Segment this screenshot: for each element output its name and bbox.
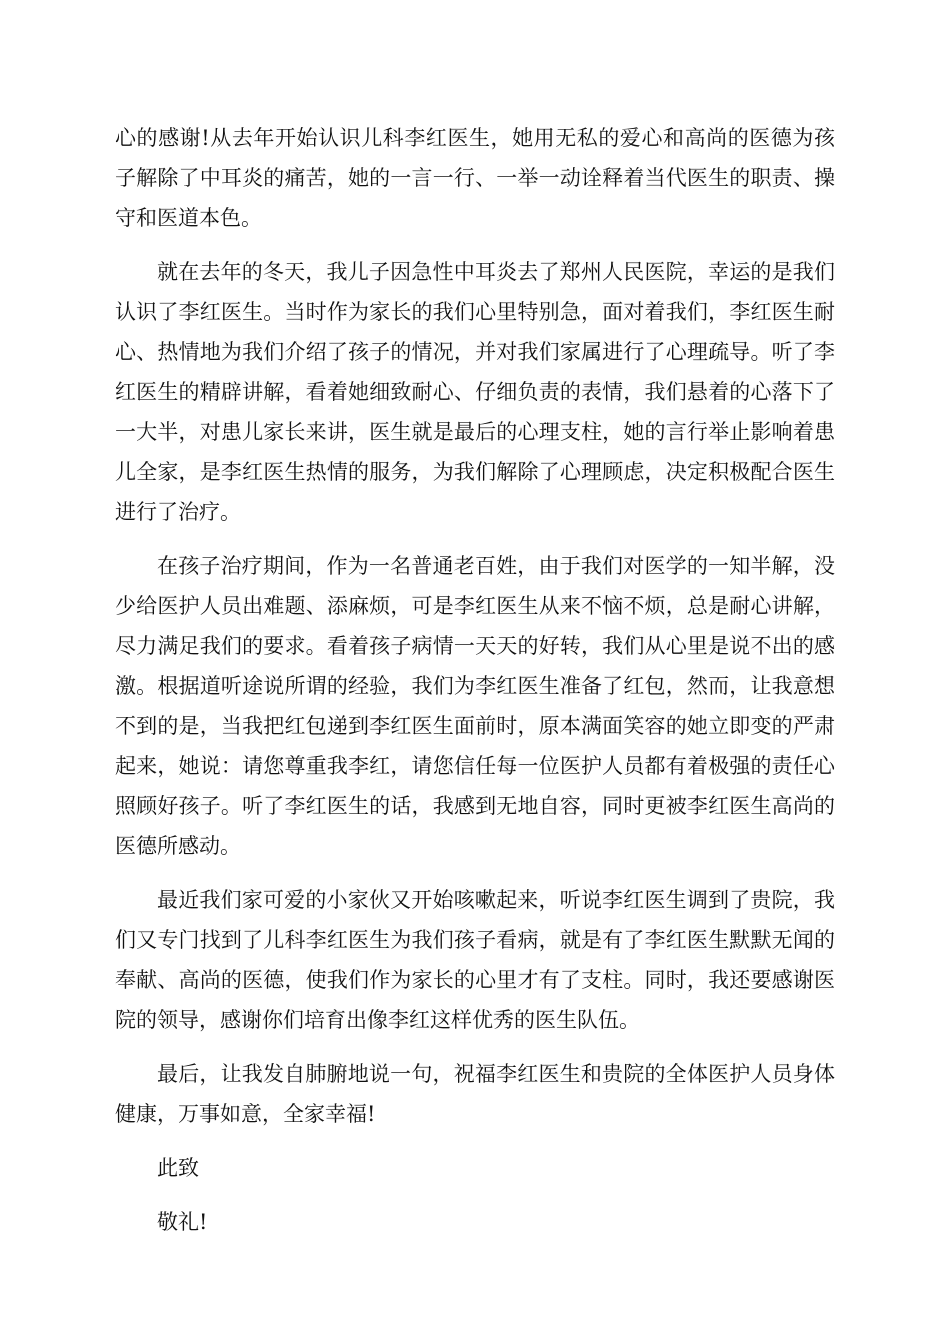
paragraph-winter-visit: 就在去年的冬天，我儿子因急性中耳炎去了郑州人民医院，幸运的是我们认识了李红医生。当时作为家长的我们心里特别急，面对着我们，李红医生耐心、热情地为我们介绍了孩子的情况，并对我们家属进行了心理疏导。听了李红医生的精辟讲解，看着她细致耐心、仔细负责的表情，我们悬着的心落下了一大半，对患儿家长来讲，医生就是最后的心理支柱，她的言行举止影响着患儿全家，是李红医生热情的服务，为我们解除了心理顾虑，决定积极配合医生进行了治疗。 [115,260,835,524]
closing-regards: 敬礼! [157,1210,208,1234]
paragraph-final-wishes: 最后，让我发自肺腑地说一句，祝福李红医生和贵院的全体医护人员身体健康，万事如意，全家幸福! [115,1062,835,1126]
closing-salutation: 此致 [157,1156,199,1180]
letter-page [115,118,835,1256]
paragraph-recent-visit: 最近我们家可爱的小家伙又开始咳嗽起来，听说李红医生调到了贵院，我们又专门找到了儿科李红医生为我们孩子看病，就是有了李红医生默默无闻的奉献、高尚的医德，使我们作为家长的心里才有了支柱。同时，我还要感谢医院的领导，感谢你们培育出像李红这样优秀的医生队伍。 [115,888,835,1032]
paragraph-opening-continuation: 心的感谢!从去年开始认识儿科李红医生，她用无私的爱心和高尚的医德为孩子解除了中耳炎的痛苦，她的一言一行、一举一动诠释着当代医生的职责、操守和医道本色。 [115,126,835,230]
paragraph-treatment-period: 在孩子治疗期间，作为一名普通老百姓，由于我们对医学的一知半解，没少给医护人员出难题、添麻烦，可是李红医生从来不恼不烦，总是耐心讲解，尽力满足我们的要求。看着孩子病情一天天的好转，我们从心里是说不出的感激。根据道听途说所谓的经验，我们为李红医生准备了红包，然而，让我意想不到的是，当我把红包递到李红医生面前时，原本满面笑容的她立即变的严肃起来，她说：请您尊重我李红，请您信任每一位医护人员都有着极强的责任心照顾好孩子。听了李红医生的话，我感到无地自容，同时更被李红医生高尚的医德所感动。 [115,554,835,858]
